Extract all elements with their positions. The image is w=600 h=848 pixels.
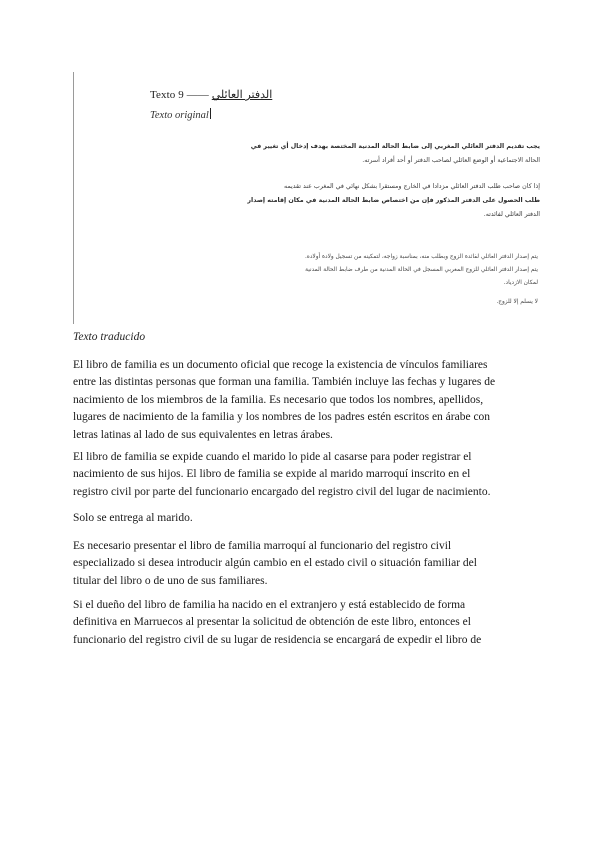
arabic-paragraph-3 bbox=[305, 251, 538, 290]
arabic-line: الدفتر العائلي لفائدته. bbox=[483, 211, 540, 218]
translated-paragraph-3 bbox=[73, 510, 535, 527]
arabic-line: يتم إصدار الدفتر العائلي للزوج المغربي المسجل في الحالة المدنية من طرف ضابط الحالة المدنية bbox=[305, 267, 538, 273]
arabic-line: طلب الحصول على الدفتر المذكور فإن من اختصاص ضابط الحالة المدنية في مكان إقامته إصدار bbox=[247, 197, 540, 204]
translated-paragraph-4 bbox=[73, 538, 535, 590]
translated-paragraph-5 bbox=[73, 597, 535, 649]
arabic-line: يتم إصدار الدفتر العائلي لفائدة الزوج وبطلب منه، بمناسبة زواجه، لتمكينه من تسجيل ولادة أولاده. bbox=[304, 254, 538, 260]
arabic-paragraph-1 bbox=[251, 140, 540, 168]
text-line: registro civil por parte del funcionario encargado del registro civil del lugar de nacimiento. bbox=[73, 485, 491, 498]
text-line: El libro de familia es un documento oficial que recoge la existencia de vínculos familiares bbox=[73, 359, 488, 371]
text-cursor bbox=[210, 108, 211, 119]
text-line: definitiva en Marruecos al presentar la solicitud de obtención de este libro, entonces el bbox=[73, 616, 471, 629]
arabic-line: إذا كان صاحب طلب الدفتر العائلي مزدادا في الخارج ومستقرا بشكل نهائي في المغرب عند تقديمه bbox=[283, 183, 540, 190]
text-line: funcionario del registro civil de su lugar de residencia se encargará de expedir el libro de bbox=[73, 633, 482, 646]
text-line: lugares de nacimiento de la familia y los nombres de los padres estén escritos en árabe con bbox=[73, 411, 491, 424]
original-subtitle-text: Texto original bbox=[150, 110, 209, 121]
arabic-line: الحالة الاجتماعية أو الوضع العائلي لصاحب الدفتر أو أحد أفراد أسرته. bbox=[362, 157, 540, 164]
arabic-paragraph-2 bbox=[247, 180, 540, 222]
arabic-paragraph-4: لا يسلم إلا للزوج. bbox=[496, 299, 538, 305]
original-title bbox=[150, 88, 272, 101]
text-line: especializado si desea introducir algún cambio en el estado civil o situación familiar del bbox=[73, 557, 477, 570]
text-line: letras latinas al lado de sus equivalentes en letras árabes. bbox=[73, 428, 333, 441]
text-line: titular del libro o de uno de sus familiares. bbox=[73, 574, 268, 587]
text-line: entre las distintas personas que forman una familia. También incluye las fechas y lugares de bbox=[73, 376, 496, 389]
translated-title: Texto traducido bbox=[73, 331, 146, 343]
text-line: Es necesario presentar el libro de familia marroquí al funcionario del registro civil bbox=[73, 540, 452, 552]
title-latin: Texto 9 —— bbox=[150, 89, 212, 101]
translated-paragraph-2 bbox=[73, 449, 535, 501]
text-line: El libro de familia se expide cuando el marido lo pide al casarse para poder registrar el bbox=[73, 451, 472, 463]
title-arabic: الدفتر العائلي bbox=[211, 89, 273, 101]
text-line: Solo se entrega al marido. bbox=[73, 512, 193, 524]
original-subtitle bbox=[150, 108, 211, 121]
arabic-line: لمكان الازدياد. bbox=[503, 280, 538, 286]
arabic-line: يجب تقديم الدفتر العائلي المغربي إلى ضابط الحالة المدنية المختصة بهدف إدخال أي تغيير في bbox=[250, 143, 540, 150]
text-line: Si el dueño del libro de familia ha nacido en el extranjero y está establecido de forma bbox=[73, 599, 466, 611]
text-line: nacimiento de los miembros de la familia. Es necesario que todos los nombres, apellidos, bbox=[73, 393, 484, 406]
translated-paragraph-1 bbox=[73, 357, 535, 444]
text-line: nacimiento de sus hijos. El libro de familia se expide al marido marroquí inscrito en el bbox=[73, 468, 471, 481]
